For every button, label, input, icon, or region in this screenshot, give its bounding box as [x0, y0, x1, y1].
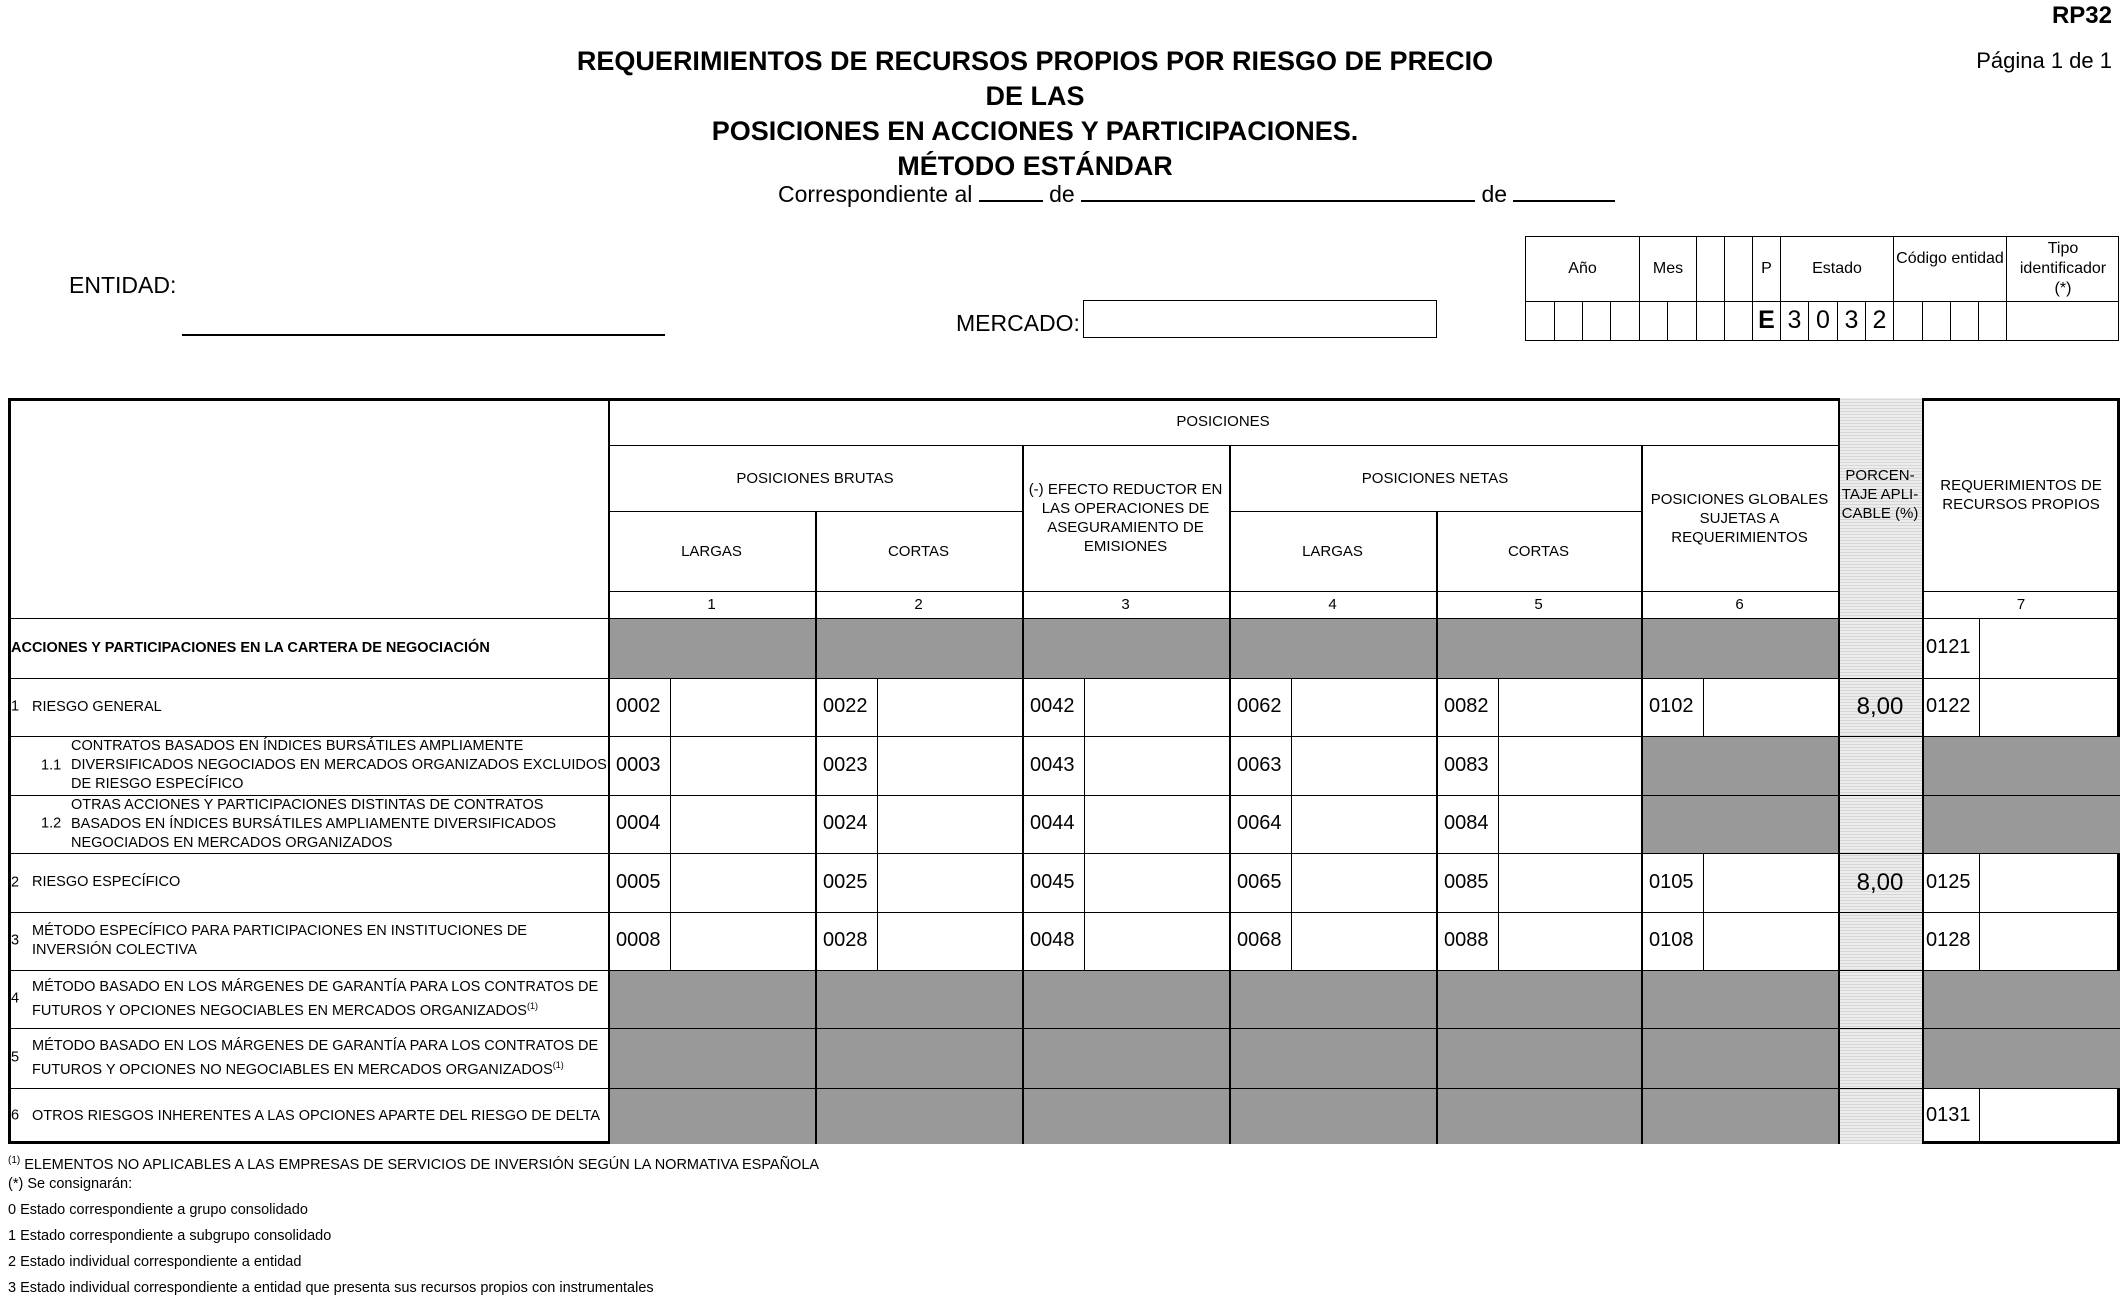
cell-code: 0023: [823, 753, 868, 776]
cell-code: 0131: [1926, 1104, 1971, 1126]
header-posiciones-brutas: POSICIONES BRUTAS: [736, 469, 894, 487]
blank-header-2: [1725, 237, 1753, 301]
value-input[interactable]: [1499, 853, 1640, 912]
cell-code: 0048: [1030, 929, 1075, 951]
shaded-cell: [815, 970, 1022, 1028]
period-de-2: de: [1481, 181, 1508, 207]
row-text-content: OTROS RIESGOS INHERENTES A LAS OPCIONES APARTE DEL RIESGO DE DELTA: [32, 1107, 601, 1124]
column-divider: [1922, 398, 1924, 1144]
year-header: Año: [1526, 237, 1640, 301]
column-divider: [1022, 445, 1024, 1144]
title-line-3: MÉTODO ESTÁNDAR: [897, 151, 1173, 181]
shaded-cell: [1641, 618, 1838, 678]
value-input[interactable]: [671, 678, 814, 736]
value-input[interactable]: [1292, 678, 1435, 736]
row-text-content: MÉTODO ESPECÍFICO PARA PARTICIPACIONES EN INSTITUCIONES DE INVERSIÓN COLECTIVA: [32, 923, 527, 958]
value-input[interactable]: [1980, 912, 2119, 970]
estado-digit-1: 3: [1781, 301, 1809, 340]
header-cortas: CORTAS: [1507, 542, 1570, 560]
shaded-cell: [1229, 618, 1436, 678]
footnote-marker: (1): [526, 1000, 538, 1011]
column-divider: [1838, 398, 1840, 1144]
row-text-content: OTRAS ACCIONES Y PARTICIPACIONES DISTINTAS DE CONTRATOS BASADOS EN ÍNDICES BURSÁTILES AMPLIAMENTE DIVERSIFICADOS NEGOCIADOS EN MERCADOS ORGANIZADOS: [71, 796, 557, 851]
tipo-identificador-box[interactable]: [2007, 301, 2119, 340]
header-requerimientos: REQUERIMIENTOS DE RECURSOS PROPIOS: [1940, 476, 2102, 513]
column-divider: [1641, 445, 1643, 1144]
row-text: [11, 922, 608, 960]
footnote-line: 3 Estado individual correspondiente a entidad que presenta sus recursos propios con instrumentales: [8, 1279, 654, 1296]
shaded-cell: [608, 970, 815, 1028]
header-posiciones: POSICIONES: [1176, 413, 1270, 430]
value-input[interactable]: [1085, 853, 1228, 912]
shaded-cell: [608, 618, 815, 678]
header-porcentaje: PORCEN- TAJE APLI- CABLE (%): [1841, 467, 1919, 522]
cell-code: 0042: [1030, 695, 1075, 717]
form-code: RP32: [2051, 2, 2112, 29]
row-label: [11, 618, 608, 678]
footnotes: [8, 1148, 819, 1301]
footnote-1-marker: (1): [8, 1155, 21, 1166]
cell-code: 0025: [823, 870, 868, 893]
value-input[interactable]: [1980, 678, 2119, 736]
footnote-1-text: ELEMENTOS NO APLICABLES A LAS EMPRESAS DE SERVICIOS DE INVERSIÓN SEGÚN LA NORMATIVA ESPAÑOLA: [20, 1156, 820, 1173]
shaded-cell: [1022, 1028, 1229, 1088]
day-field[interactable]: [979, 180, 1043, 202]
estado-header: Estado: [1781, 237, 1894, 301]
cell-code: 0043: [1030, 753, 1075, 776]
shaded-cell: [1436, 618, 1641, 678]
row-text-content: CONTRATOS BASADOS EN ÍNDICES BURSÁTILES AMPLIAMENTE DIVERSIFICADOS NEGOCIADOS EN MERCADOS ORGANIZADOS EXCLUIDOS DE RIESGO ESPECÍFICO: [71, 738, 607, 792]
cell-code: 0005: [616, 870, 661, 893]
value-input[interactable]: [1980, 618, 2119, 678]
cell-code: 0045: [1030, 870, 1075, 893]
header-posiciones-netas: POSICIONES NETAS: [1361, 469, 1509, 487]
main-table: [8, 398, 2120, 1144]
shaded-cell: [1229, 970, 1436, 1028]
shaded-cell: [1229, 1028, 1436, 1088]
codigo-box-3[interactable]: [1951, 301, 1979, 340]
shaded-cell: [1641, 795, 1838, 853]
grid-line: [608, 445, 1838, 446]
column-number: 1: [707, 596, 716, 613]
value-input[interactable]: [878, 912, 1021, 970]
value-input[interactable]: [1704, 678, 1837, 736]
header-efecto-reductor: (-) EFECTO REDUCTOR EN LAS OPERACIONES DE ASEGURAMIENTO DE EMISIONES: [1028, 481, 1223, 555]
footnote-line: 0 Estado correspondiente a grupo consolidado: [8, 1201, 308, 1218]
value-input[interactable]: [671, 853, 814, 912]
shaded-cell: [1641, 1088, 1838, 1144]
cell-code: 0125: [1926, 870, 1971, 893]
value-input[interactable]: [671, 736, 814, 795]
cell-code: 0085: [1444, 870, 1489, 893]
value-input[interactable]: [1085, 678, 1228, 736]
value-input[interactable]: [878, 678, 1021, 736]
row-text-content: RIESGO ESPECÍFICO: [32, 874, 181, 890]
footnote-line: 2 Estado individual correspondiente a entidad: [8, 1253, 302, 1270]
shaded-cell: [1229, 1088, 1436, 1144]
value-input[interactable]: [1292, 853, 1435, 912]
row-label: [11, 736, 608, 795]
tipo-identificador-header: Tipo identificador (*): [2019, 240, 2107, 297]
cell-code: 0082: [1444, 695, 1489, 717]
value-input[interactable]: [1085, 736, 1228, 795]
period-de-1: de: [1049, 181, 1075, 207]
cell-code: 0083: [1444, 753, 1489, 776]
blank-box-1[interactable]: [1697, 301, 1725, 340]
column-number: 2: [914, 596, 923, 613]
entidad-label: ENTIDAD:: [69, 272, 177, 298]
year-box-1[interactable]: [1526, 301, 1555, 340]
row-label: [11, 795, 608, 853]
value-input[interactable]: [1704, 853, 1837, 912]
shaded-cell: [815, 618, 1022, 678]
month-field[interactable]: [1081, 180, 1475, 202]
shaded-cell: [1436, 1088, 1641, 1144]
row-label: [11, 1088, 608, 1144]
shaded-cell: [1922, 1028, 2120, 1088]
table-grid: [8, 398, 2120, 1144]
header-posiciones-globales: POSICIONES GLOBALES SUJETAS A REQUERIMIENTOS: [1650, 490, 1829, 546]
cell-code: 0063: [1237, 753, 1282, 776]
footnote-line: (*) Se consignarán:: [8, 1175, 133, 1192]
year-field[interactable]: [1513, 180, 1615, 202]
column-divider: [815, 511, 817, 1144]
estado-digit-4: 2: [1866, 301, 1894, 340]
cell-code: 0084: [1444, 812, 1489, 834]
year-box-2[interactable]: [1555, 301, 1583, 340]
cell-code: 0102: [1649, 695, 1694, 717]
estado-digit-3: 3: [1838, 301, 1866, 340]
column-divider: [608, 398, 610, 1144]
month-header: Mes: [1640, 237, 1697, 301]
blank-header-1: [1697, 237, 1725, 301]
cell-code: 0065: [1237, 870, 1282, 893]
shaded-cell: [1022, 970, 1229, 1028]
value-input[interactable]: [1499, 912, 1640, 970]
header-cortas: CORTAS: [887, 542, 950, 560]
value-input[interactable]: [878, 795, 1021, 853]
value-input[interactable]: [1292, 912, 1435, 970]
row-text: [11, 639, 490, 658]
row-number: 6: [11, 1107, 20, 1124]
row-number: 2: [11, 874, 20, 890]
row-text: [11, 1107, 600, 1126]
column-number: 5: [1534, 596, 1543, 613]
percentage-value: 8,00: [1856, 693, 1904, 720]
period-prefix: Correspondiente al: [778, 181, 973, 207]
cell-code: 0008: [616, 929, 661, 951]
shaded-cell: [1022, 618, 1229, 678]
value-input[interactable]: [1980, 1088, 2119, 1144]
row-text-content: ACCIONES Y PARTICIPACIONES EN LA CARTERA DE NEGOCIACIÓN: [11, 639, 490, 656]
codigo-box-2[interactable]: [1923, 301, 1951, 340]
cell-code: 0062: [1237, 695, 1282, 717]
value-input[interactable]: [1499, 795, 1640, 853]
row-text: [11, 873, 180, 892]
header-largas: LARGAS: [681, 542, 742, 560]
column-divider: [1436, 511, 1438, 1144]
shaded-cell: [1436, 970, 1641, 1028]
column-number: 6: [1735, 596, 1744, 613]
value-input[interactable]: [1292, 736, 1435, 795]
shaded-cell: [1922, 970, 2120, 1028]
cell-code: 0028: [823, 929, 868, 951]
row-text: [11, 1037, 608, 1080]
codigo-box-4[interactable]: [1979, 301, 2007, 340]
shaded-cell: [1641, 1028, 1838, 1088]
shaded-cell: [1641, 970, 1838, 1028]
row-label: [11, 912, 608, 970]
value-input[interactable]: [1085, 912, 1228, 970]
row-number: 5: [11, 1049, 20, 1066]
entidad-field[interactable]: [182, 334, 665, 336]
grid-line: [1229, 511, 1641, 512]
cell-code: 0024: [823, 812, 868, 834]
row-text: [11, 796, 608, 853]
row-number: 3: [11, 932, 20, 949]
cell-code: 0108: [1649, 929, 1694, 951]
value-input[interactable]: [671, 912, 814, 970]
value-input[interactable]: [878, 853, 1021, 912]
row-text-content: MÉTODO BASADO EN LOS MÁRGENES DE GARANTÍA PARA LOS CONTRATOS DE FUTUROS Y OPCIONES NEGOCIABLES EN MERCADOS ORGANIZADOS: [32, 978, 599, 1019]
row-text: [11, 737, 608, 794]
column-number: 4: [1328, 596, 1337, 613]
cell-code: 0044: [1030, 812, 1075, 834]
row-number: 1: [11, 698, 20, 715]
cell-code: 0088: [1444, 929, 1489, 951]
cell-code: 0128: [1926, 929, 1971, 951]
cell-code: 0121: [1926, 636, 1971, 658]
shaded-cell: [1922, 736, 2120, 795]
mercado-field[interactable]: [1083, 300, 1437, 338]
p-header: P: [1753, 237, 1781, 301]
title-line-1: REQUERIMIENTOS DE RECURSOS PROPIOS POR RIESGO DE PRECIO DE LAS: [576, 46, 1494, 111]
period-line: [778, 180, 1615, 208]
column-number: 7: [2016, 596, 2026, 613]
row-text-content: RIESGO GENERAL: [32, 698, 162, 715]
year-box-4[interactable]: [1611, 301, 1640, 340]
cell-code: 0105: [1649, 870, 1694, 893]
shaded-cell: [1436, 1028, 1641, 1088]
footnote-line: 1 Estado correspondiente a subgrupo consolidado: [8, 1227, 332, 1244]
page-indicator: Página 1 de 1: [1976, 48, 2112, 73]
row-label: [11, 970, 608, 1028]
cell-code: 0022: [823, 695, 868, 717]
title-line-2: POSICIONES EN ACCIONES Y PARTICIPACIONES.: [711, 116, 1359, 146]
estado-digit-2: 0: [1809, 301, 1838, 340]
value-input[interactable]: [1499, 736, 1640, 795]
value-input[interactable]: [1980, 853, 2119, 912]
header-largas: LARGAS: [1302, 542, 1363, 560]
cell-code: 0064: [1237, 812, 1282, 834]
shaded-cell: [608, 1088, 815, 1144]
estado-e-box: E: [1753, 301, 1781, 340]
codigo-box-1[interactable]: [1894, 301, 1923, 340]
value-input[interactable]: [1704, 912, 1837, 970]
shaded-cell: [608, 1028, 815, 1088]
row-text: [11, 698, 162, 717]
value-input[interactable]: [1292, 795, 1435, 853]
grid-line: [608, 591, 1838, 592]
page-title: [560, 44, 1510, 184]
month-box-2[interactable]: [1668, 301, 1697, 340]
value-input[interactable]: [671, 795, 814, 853]
footnote-marker: (1): [552, 1059, 564, 1070]
grid-line: [1922, 591, 2120, 592]
shaded-cell: [1922, 795, 2120, 853]
cell-code: 0068: [1237, 929, 1282, 951]
codigo-entidad-header: Código entidad: [1894, 237, 2007, 301]
cell-code: 0004: [616, 812, 661, 834]
value-input[interactable]: [878, 736, 1021, 795]
shaded-cell: [1022, 1088, 1229, 1144]
shaded-cell: [815, 1088, 1022, 1144]
row-label: [11, 1028, 608, 1088]
row-text: [11, 978, 608, 1021]
value-input[interactable]: [1085, 795, 1228, 853]
cell-code: 0003: [616, 753, 661, 776]
cell-code: 0002: [616, 695, 661, 717]
row-number: 1.2: [41, 815, 62, 832]
mercado-label: MERCADO:: [956, 310, 1080, 336]
row-label: [11, 678, 608, 736]
percentage-value: 8,00: [1856, 868, 1904, 896]
month-box-1[interactable]: [1640, 301, 1668, 340]
column-number: 3: [1121, 596, 1130, 613]
column-divider: [1229, 445, 1231, 1144]
blank-box-2[interactable]: [1725, 301, 1753, 340]
shaded-cell: [815, 1028, 1022, 1088]
row-text-content: MÉTODO BASADO EN LOS MÁRGENES DE GARANTÍA PARA LOS CONTRATOS DE FUTUROS Y OPCIONES NO NEGOCIABLES EN MERCADOS ORGANIZADOS: [32, 1037, 599, 1078]
shaded-cell: [1641, 736, 1838, 795]
cell-code: 0122: [1926, 695, 1971, 717]
identification-grid: [1525, 236, 2119, 341]
value-input[interactable]: [1499, 678, 1640, 736]
row-number: 4: [11, 990, 20, 1007]
row-label: [11, 853, 608, 912]
row-number: 1.1: [41, 757, 62, 773]
year-box-3[interactable]: [1583, 301, 1611, 340]
